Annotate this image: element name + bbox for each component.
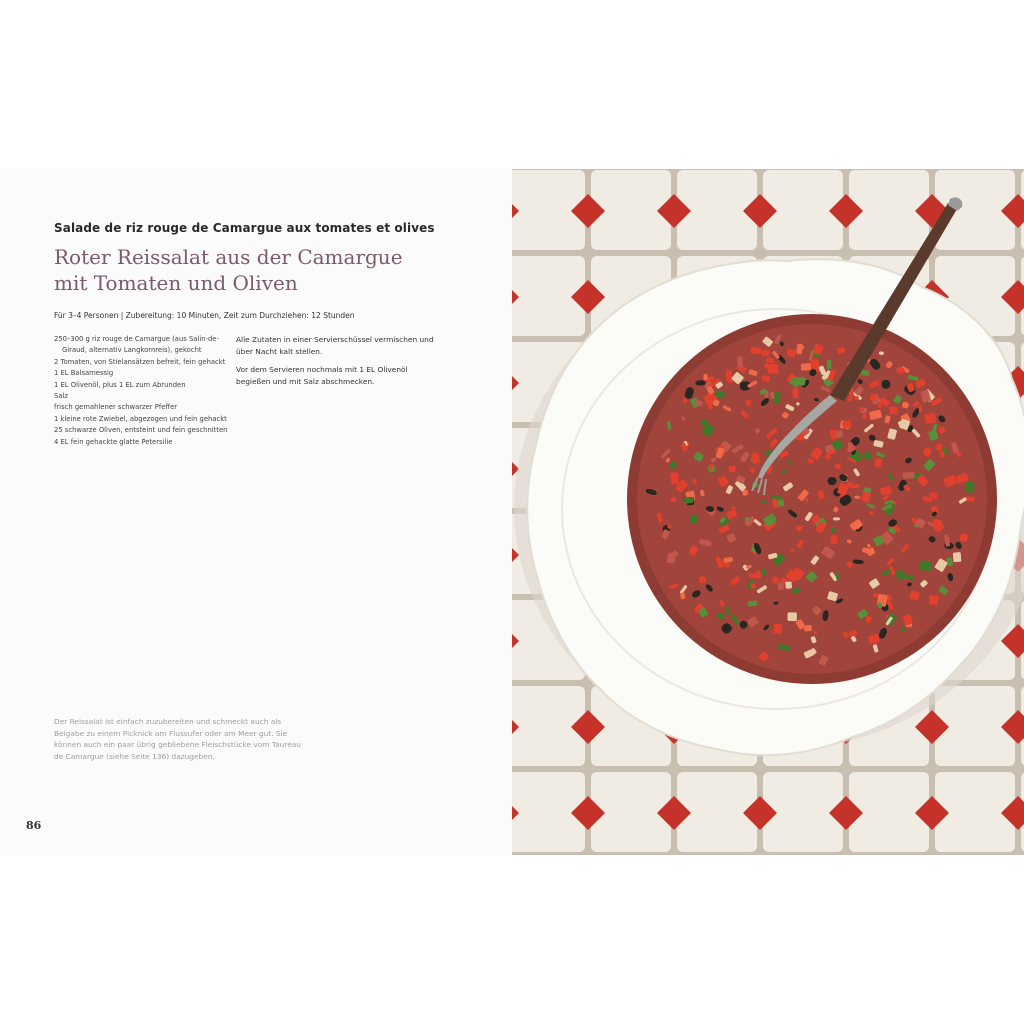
recipe-title-line-2: mit Tomaten und Oliven — [54, 271, 298, 295]
page-number: 86 — [26, 819, 42, 832]
ingredient-line: Salz — [54, 392, 68, 401]
ingredient-line: 4 EL fein gehackte glatte Petersilie — [54, 437, 173, 446]
preparation-steps — [236, 334, 436, 394]
recipe-title-line-1: Roter Reissalat aus der Camargue — [54, 245, 403, 269]
left-page — [0, 169, 512, 855]
ingredient-line: 1 EL Balsamessig — [54, 369, 114, 378]
book-spread — [0, 169, 1024, 855]
ingredient-line: 1 kleine rote Zwiebel, abgezogen und fein gehackt — [54, 414, 227, 423]
ingredient-line: Giraud, alternativ Langkornreis), gekocht — [62, 346, 202, 355]
ingredient-line: 1 EL Olivenöl, plus 1 EL zum Abrunden — [54, 380, 186, 389]
red-rice-salad — [627, 314, 997, 684]
ingredient-line: 2 Tomaten, von Stielansätzen befreit, fein gehackt — [54, 357, 226, 366]
step-paragraph: Vor dem Servieren nochmals mit 1 EL Olivenöl begießen und mit Salz abschmecken. — [236, 365, 408, 386]
step-paragraph: Alle Zutaten in einer Servierschüssel vermischen und über Nacht kalt stellen. — [236, 335, 434, 356]
recipe-note: Der Reissalat ist einfach zuzubereiten und schmeckt auch als Beigabe zu einem Picknick am Flussufer oder am Meer gut. Sie können auch ein paar übrig gebliebene Fleischstücke vom Taureau de Camargue (siehe Seite 136) dazugeben. — [54, 717, 301, 761]
ingredient-list — [54, 334, 232, 448]
recipe-subtitle-french: Salade de riz rouge de Camargue aux tomates et olives — [54, 221, 435, 235]
salad-bowl-photo — [512, 169, 1024, 855]
ingredient-line: 250–300 g riz rouge de Camargue (aus Salin-de- — [54, 335, 219, 343]
recipe-title — [54, 244, 403, 296]
recipe-meta: Für 3–4 Personen | Zubereitung: 10 Minuten, Zeit zum Durchziehen: 12 Stunden — [54, 311, 355, 320]
right-page-photo — [512, 169, 1024, 855]
ingredient-line: frisch gemahlener schwarzer Pfeffer — [54, 403, 178, 412]
ingredient-line: 25 schwarze Oliven, entsteint und fein geschnitten — [54, 426, 228, 435]
